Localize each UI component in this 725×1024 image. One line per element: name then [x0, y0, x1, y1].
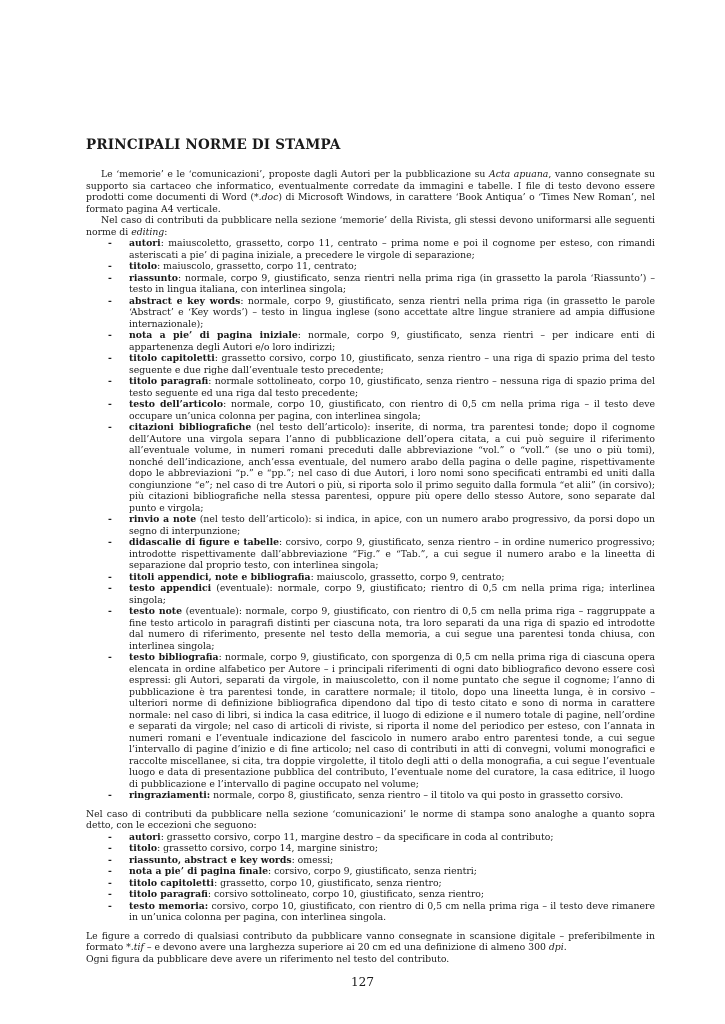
rule-text: : normale, corpo 10, giustificato, con rientro di 0,5 cm nella prima riga – il testo deve occupare un’unica colonna per pagina, con interlinea singola; [129, 399, 655, 422]
rule-label: citazioni bibliografiche [129, 422, 252, 433]
intro-text: Nel caso di contributi da pubblicare nella sezione ‘memorie’ della Rivista, gli stessi devono uniformarsi alle seguenti norme di [86, 215, 655, 238]
rule-text: : grassetto corsivo, corpo 11, margine destro – da specificare in coda al contributo; [160, 831, 554, 843]
editing-word: editing [131, 226, 165, 238]
figures-paragraph-1 [86, 931, 655, 954]
rule-text: : normale sottolineato, corpo 10, giustificato, senza rientro – nessuna riga di spazio prima del testo seguente ed una riga dal testo precedente; [129, 376, 656, 399]
rule-label: testo dell’articolo [129, 399, 224, 410]
rule-text: (nel testo dell’articolo): inserite, di norma, tra parentesi tonde; dopo il cognome dell’Autore una virgola separa l’anno di pubblicazione dell’opera citata, a cui può seguire il riferimento all’eventuale volume, in numeri romani preceduti dalle abbreviazione “vol.” o “voll.” (se uno o più tomi), nonché dell’indicazione, anch’essa eventuale, del numero arabo della pagina o delle pagine, rispettivamente dopo le abbreviazioni “p.” e “pp.”; nel caso di due Autori, i loro nomi sono specificati entrambi ed uniti dalla congiunzione “e”; nel caso di tre Autori o più, si riporta solo il primo seguito dalla formula “et alii” (in corsivo); più citazioni bibliografiche nella stessa parentesi, oppure più opere dello stesso Autore, sono separate dal punto e virgola; [129, 422, 655, 514]
figures-paragraph-2: Ogni figura da pubblicare deve avere un riferimento nel testo del contributo. [86, 953, 450, 965]
comunicazioni-intro: Nel caso di contributi da pubblicare nella sezione ‘comunicazioni’ le norme di stampa sono analoghe a quanto sopra detto, con le eccezioni che seguono: [86, 808, 655, 831]
rule-text: : grassetto corsivo, corpo 10, giustificato, senza rientro – una riga di spazio prima del testo seguente e due righe dall’eventuale testo precedente; [129, 353, 655, 376]
intro-text: : [164, 226, 168, 238]
rule-label: ringraziamenti: [129, 790, 211, 801]
rule-item [86, 583, 655, 606]
journal-name: Acta apuana [489, 169, 549, 180]
rule-item [86, 832, 655, 844]
intro-paragraph-1 [86, 169, 655, 215]
rule-text: corsivo, corpo 10, giustificato, con rientro di 0,5 cm nella prima riga – il testo deve rimanere in un’unica colonna per pagina, con interlinea singola. [129, 900, 655, 923]
rule-label: nota a pie’ di pagina finale [129, 866, 269, 877]
intro-text: ) di Microsoft Windows, in carattere ‘Book Antiqua’ o ‘Times New Roman’, nel formato pagina A4 verticale. [86, 192, 655, 215]
rule-text: : corsivo sottolineato, corpo 10, giustificato, senza rientro; [207, 889, 485, 900]
intro-text: , vanno consegnate su supporto sia cartaceo che informatico, eventualmente corredate da immagini e tabelle. I file di testo devono essere prodotti come documenti di Word ( [86, 169, 656, 203]
rule-item [86, 422, 655, 514]
intro-paragraph-2 [86, 215, 655, 238]
rule-label: didascalie di figure e tabelle [129, 537, 280, 548]
page-title: PRINCIPALI NORME DI STAMPA [86, 137, 341, 153]
intro-text: Le ‘memorie’ e le ‘comunicazioni’, proposte dagli Autori per la pubblicazione su [101, 169, 489, 180]
rule-item [86, 889, 655, 901]
dpi-unit: dpi [548, 942, 564, 953]
rule-label: titolo paragrafi [129, 889, 208, 900]
figures-text: – e devono avere una larghezza superiore ai 20 cm ed una definizione di almeno 300 [143, 942, 549, 953]
rule-label: testo bibliografia [129, 652, 219, 663]
file-extension: *.doc [254, 192, 279, 203]
rule-text: : maiuscolo, grassetto, corpo 11, centrato; [157, 261, 357, 272]
rule-label: titolo [129, 843, 158, 854]
rule-label: titolo capitoletti [129, 877, 215, 889]
rule-text: : normale, corpo 9, giustificato, senza rientri nella prima riga (in grassetto le parole ‘Abstract’ e ‘Key words’) – testo in lingua inglese (sono accettate altre lingue straniere ad ampia diffusione internazionale); [129, 295, 655, 330]
rule-item [86, 376, 655, 399]
rule-label: titolo [129, 261, 158, 272]
rule-text: : grassetto corsivo, corpo 14, margine sinistro; [157, 843, 378, 854]
rule-item [86, 296, 655, 331]
rule-item [86, 606, 655, 652]
rule-text: : grassetto, corpo 10, giustificato, senza rientro; [214, 877, 442, 889]
rule-item [86, 261, 655, 273]
rule-item [86, 572, 655, 584]
rule-text: : maiuscolo, grassetto, corpo 9, centrato; [310, 571, 505, 583]
rule-label: autori [129, 238, 161, 249]
rule-label: riassunto [129, 272, 178, 284]
comunicazioni-rules-list [86, 832, 655, 924]
rule-item [86, 878, 655, 890]
rule-item [86, 843, 655, 855]
document-body [86, 137, 655, 965]
rule-text: : omessi; [291, 854, 334, 866]
rule-item [86, 353, 655, 376]
rule-item [86, 790, 655, 802]
rule-label: riassunto, abstract e key words [129, 854, 292, 866]
rule-item [86, 652, 655, 790]
rule-text: (eventuale): normale, corpo 9, giustificato, con rientro di 0,5 cm nella prima riga – raggruppate a fine testo articolo in paragrafi distinti per ciascuna nota, tra loro separati da una riga di spazio ed introdotte dal numero di riferimento, presente nel testo della memoria, a cui segue una parentesi tonda chiusa, con interlinea singola; [129, 606, 655, 652]
rule-label: titolo capitoletti [129, 353, 215, 364]
figures-text: . [563, 942, 567, 953]
memorie-rules-list [86, 238, 655, 802]
rule-label: testo appendici [129, 583, 212, 594]
rule-item [86, 330, 655, 353]
rule-item [86, 238, 655, 261]
rule-item [86, 537, 655, 572]
file-extension: *.tif [126, 942, 144, 953]
rule-item [86, 855, 655, 867]
rule-label: nota a pie’ di pagina iniziale [129, 330, 298, 341]
rule-label: rinvio a note [129, 514, 197, 525]
rule-text: : maiuscoletto, grassetto, corpo 11, centrato – prima nome e poi il cognome per esteso, con rimandi asteriscati a pie’ di pagina iniziale, a precedere le virgole di separazione; [129, 238, 655, 261]
rule-label: testo note [129, 606, 182, 617]
rule-label: testo memoria: [129, 900, 209, 912]
rule-item [86, 514, 655, 537]
rule-item [86, 901, 655, 924]
rule-text: (eventuale): normale, corpo 9, giustificato; rientro di 0,5 cm nella prima riga; interlinea singola; [129, 583, 656, 606]
rule-label: autori [129, 831, 161, 843]
rule-text: : normale, corpo 9, giustificato, senza rientri nella prima riga (in grassetto la parola ‘Riassunto’) – testo in lingua italiana, con interlinea singola; [129, 272, 655, 295]
rule-item [86, 399, 655, 422]
rule-text: (nel testo dell’articolo): si indica, in apice, con un numero arabo progressivo, da porsi dopo un segno di interpunzione; [129, 514, 655, 537]
rule-text: : corsivo, corpo 9, giustificato, senza rientri; [268, 866, 477, 877]
rule-item [86, 273, 655, 296]
rule-label: titoli appendici, note e bibliografia [129, 571, 311, 583]
figures-text: Le figure a corredo di qualsiasi contributo da pubblicare vanno consegnate in scansione digitale – preferibilmente in formato [86, 930, 655, 953]
rule-text: : corsivo, corpo 9, giustificato, senza rientro – in ordine numerico progressivo; introdotte rispettivamente dall’abbreviazione “Fig.” e “Tab.”, a cui segue il numero arabo e la lineetta di separazione dal proprio testo, con interlinea singola; [129, 537, 655, 571]
rule-text: : normale, corpo 9, giustificato, con sporgenza di 0,5 cm nella prima riga di ciascuna opera elencata in ordine alfabetico per Autore – i principali riferimenti di ogni dato bibliografico devono essere così espressi: gli Autori, separati da virgole, in maiuscoletto, con il nome puntato che segue il cognome; l’anno di pubblicazione è tra parentesi tonde, in carattere normale; il titolo, dopo una lineetta lunga, è in corsivo – ulteriori norme di definizione bibliografica dipendono dal tipo di testo citato e sono di norma in carattere normale: nel caso di libri, si indica la casa editrice, il luogo di edizione e il numero totale di pagine, nell’ordine e separati da virgole; nel caso di articoli di riviste, si riporta il nome del periodico per esteso, con l’annata in numeri romani e l’eventuale indicazione del fascicolo in numero arabo entro parentesi tonde, a cui segue l’intervallo di pagine d’inizio e di fine articolo; nel caso di contributi in atti di convegni, volumi monografici e raccolte miscellanee, si cita, tra doppie virgolette, il titolo degli atti o della monografia, a cui segue l’eventuale luogo e data di presentazione pubblica del contributo, l’eventuale nome del curatore, la casa editrice, il luogo di pubblicazione e l’intervallo di pagine occupato nel volume; [129, 652, 655, 790]
rule-label: titolo paragrafi [129, 376, 209, 387]
rule-text: normale, corpo 8, giustificato, senza rientro – il titolo va qui posto in grassetto corsivo. [210, 790, 624, 801]
rule-item [86, 866, 655, 878]
rule-label: abstract e key words [129, 295, 241, 307]
rule-text: : normale, corpo 9, giustificato, senza rientri – per indicare enti di appartenenza degli Autori e/o loro indirizzi; [129, 330, 655, 353]
page-number: 127 [351, 975, 374, 989]
